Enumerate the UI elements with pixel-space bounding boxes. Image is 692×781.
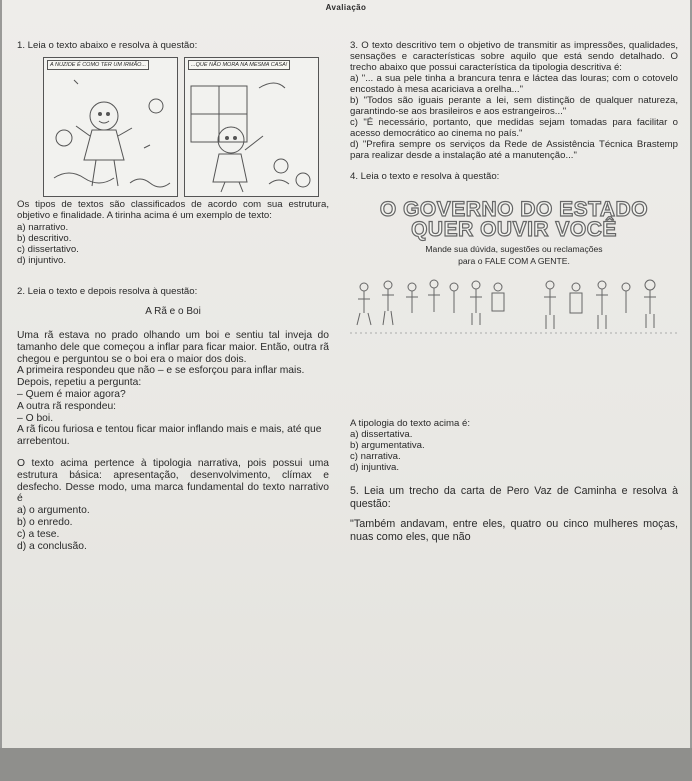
q1-options — [17, 222, 329, 266]
story-title: A Rã e o Boi — [145, 306, 201, 317]
comic-panel-2 — [184, 57, 319, 197]
ad-headline-2: QUER OUVIR VOCÊ — [411, 218, 617, 241]
q4-option-b[interactable]: b) argumentativa. — [350, 440, 425, 451]
right-column — [350, 40, 678, 543]
q2-option-a[interactable]: a) o argumento. — [17, 505, 90, 517]
government-ad — [350, 198, 678, 394]
ad-headline-1: O GOVERNO DO ESTADO — [379, 198, 649, 221]
comic-drawing-1 — [44, 58, 178, 195]
story-paragraph: A rã ficou furiosa e tentou ficar maior inflando mais e mais, até que arrebentou. — [17, 424, 322, 448]
story-paragraph: – Quem é maior agora? — [17, 388, 126, 400]
story-paragraph: Uma rã estava no prado olhando um boi e sentiu tal inveja do tamanho dele que começou a inflar para ficar maior. Então, outra rã chegou e perguntou se o boi era o maior dos dois. — [17, 330, 329, 365]
left-column — [17, 40, 329, 552]
comic-caption-2: ...QUE NÃO MORA NA MESMA CASA! — [188, 60, 290, 70]
background-strip — [0, 748, 692, 781]
story-paragraph: – O boi. — [17, 412, 54, 424]
q4-options — [350, 429, 678, 473]
q2-option-c[interactable]: c) a tese. — [17, 528, 60, 540]
q4-option-a[interactable]: a) dissertativa. — [350, 429, 413, 440]
q1-option-c[interactable]: c) dissertativo. — [17, 244, 79, 255]
q1-question: Os tipos de textos são classificados de acordo com sua estrutura, objetivo e finalidade. A tirinha acima é um exemplo de texto: — [17, 199, 329, 221]
q1-heading: 1. Leia o texto abaixo e resolva à questão: — [17, 40, 198, 51]
story-paragraph: Depois, repetiu a pergunta: — [17, 377, 142, 389]
people-illustration — [350, 275, 678, 341]
q4-heading: 4. Leia o texto e resolva à questão: — [350, 171, 500, 182]
q2-option-b[interactable]: b) o enredo. — [17, 516, 73, 528]
comic-caption-1: A NUZIDE É COMO TER UM IRMÃO... — [47, 60, 149, 70]
q1-option-b[interactable]: b) descritivo. — [17, 233, 72, 244]
story-paragraph: A outra rã respondeu: — [17, 400, 117, 412]
q2-question: O texto acima pertence à tipologia narrativa, pois possui uma estrutura básica: apresentação, desenvolvimento, clímax e desfecho. Desse modo, uma marca fundamental do texto narrativo é — [17, 457, 329, 505]
ad-subtext-2: para o FALE COM A GENTE. — [458, 256, 570, 266]
q4-option-c[interactable]: c) narrativa. — [350, 451, 401, 462]
story-paragraph: A primeira respondeu que não – e se esforçou para inflar mais. — [17, 365, 305, 377]
q3-option-d[interactable]: d) "Prefira sempre os serviços da Rede de Assistência Técnica Brastemp para realizar desde a instalação até a manutenção..." — [350, 139, 678, 161]
story-text — [17, 330, 329, 448]
q3-option-b[interactable]: b) "Todos são iguais perante a lei, sem distinção de qualquer natureza, garantindo-se aos brasileiros e aos estrangeiros..." — [350, 95, 678, 117]
q3-intro: 3. O texto descritivo tem o objetivo de transmitir as impressões, qualidades, sensações e características sobre aquilo que está sendo detalhado. O trecho abaixo que possui característica da tipologia descritiva é: — [350, 40, 678, 73]
q4-question: A tipologia do texto acima é: — [350, 418, 470, 429]
ad-subtext-1: Mande sua dúvida, sugestões ou reclamações — [425, 244, 603, 254]
q2-option-d[interactable]: d) a conclusão. — [17, 540, 87, 552]
comic-panel-1 — [43, 57, 178, 197]
page-title: Avaliação — [325, 3, 367, 12]
q3-option-c[interactable]: c) "É necessário, portanto, que medidas sejam tomadas para facilitar o acesso democrático ao cinema no país." — [350, 117, 678, 139]
q5-quote: "Também andavam, entre eles, quatro ou cinco mulheres moças, nuas como eles, que não — [350, 518, 678, 543]
comic-strip — [43, 57, 319, 197]
exam-page — [2, 0, 690, 748]
q1-option-a[interactable]: a) narrativo. — [17, 222, 69, 233]
comic-drawing-2 — [185, 58, 319, 195]
q3-option-a[interactable]: a) "... a sua pele tinha a brancura tenra e láctea das louras; com o cotovelo encostado à mesa acariciava a orelha..." — [350, 73, 678, 95]
q2-options — [17, 505, 329, 552]
q5-heading: 5. Leia um trecho da carta de Pero Vaz de Caminha e resolva à questão: — [350, 485, 678, 510]
q2-heading: 2. Leia o texto e depois resolva à questão: — [17, 286, 198, 297]
q1-option-d[interactable]: d) injuntivo. — [17, 255, 67, 266]
q4-option-d[interactable]: d) injuntiva. — [350, 462, 400, 473]
